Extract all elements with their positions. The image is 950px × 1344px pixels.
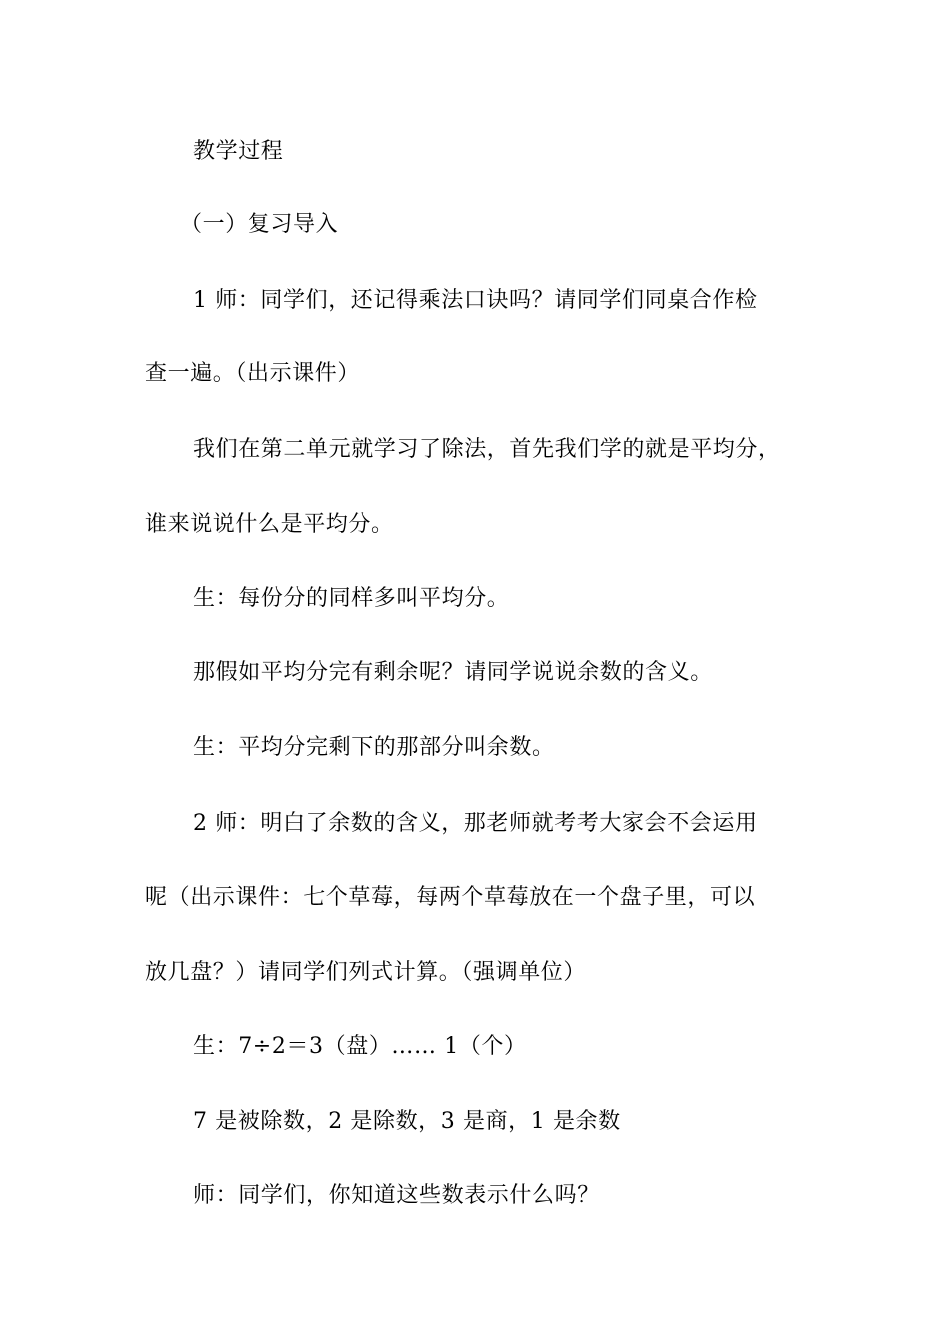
paragraph-line: 那假如平均分完有剩余呢？请同学说说余数的含义。 <box>193 660 713 685</box>
paragraph-line: 生：7÷2＝3（盘）…… 1（个） <box>193 1034 527 1059</box>
paragraph-line: 1 师：同学们，还记得乘法口诀吗？请同学们同桌合作检 <box>193 288 758 313</box>
subsection-heading: （一）复习导入 <box>180 212 339 237</box>
paragraph-line: 放几盘？）请同学们列式计算。（强调单位） <box>145 960 587 985</box>
paragraph-line: 呢（出示课件：七个草莓，每两个草莓放在一个盘子里，可以 <box>145 885 756 910</box>
paragraph-line: 生：平均分完剩下的那部分叫余数。 <box>193 735 555 760</box>
paragraph-line: 查一遍。（出示课件） <box>145 361 361 386</box>
paragraph-line: 生：每份分的同样多叫平均分。 <box>193 586 510 611</box>
paragraph-line: 2 师：明白了余数的含义，那老师就考考大家会不会运用 <box>193 811 758 836</box>
section-heading: 教学过程 <box>193 139 284 164</box>
paragraph-line: 谁来说说什么是平均分。 <box>145 512 394 537</box>
paragraph-line: 7 是被除数，2 是除数，3 是商，1 是余数 <box>193 1109 621 1134</box>
paragraph-line: 我们在第二单元就学习了除法，首先我们学的就是平均分， <box>193 437 781 462</box>
paragraph-line: 师：同学们，你知道这些数表示什么吗？ <box>193 1183 600 1208</box>
